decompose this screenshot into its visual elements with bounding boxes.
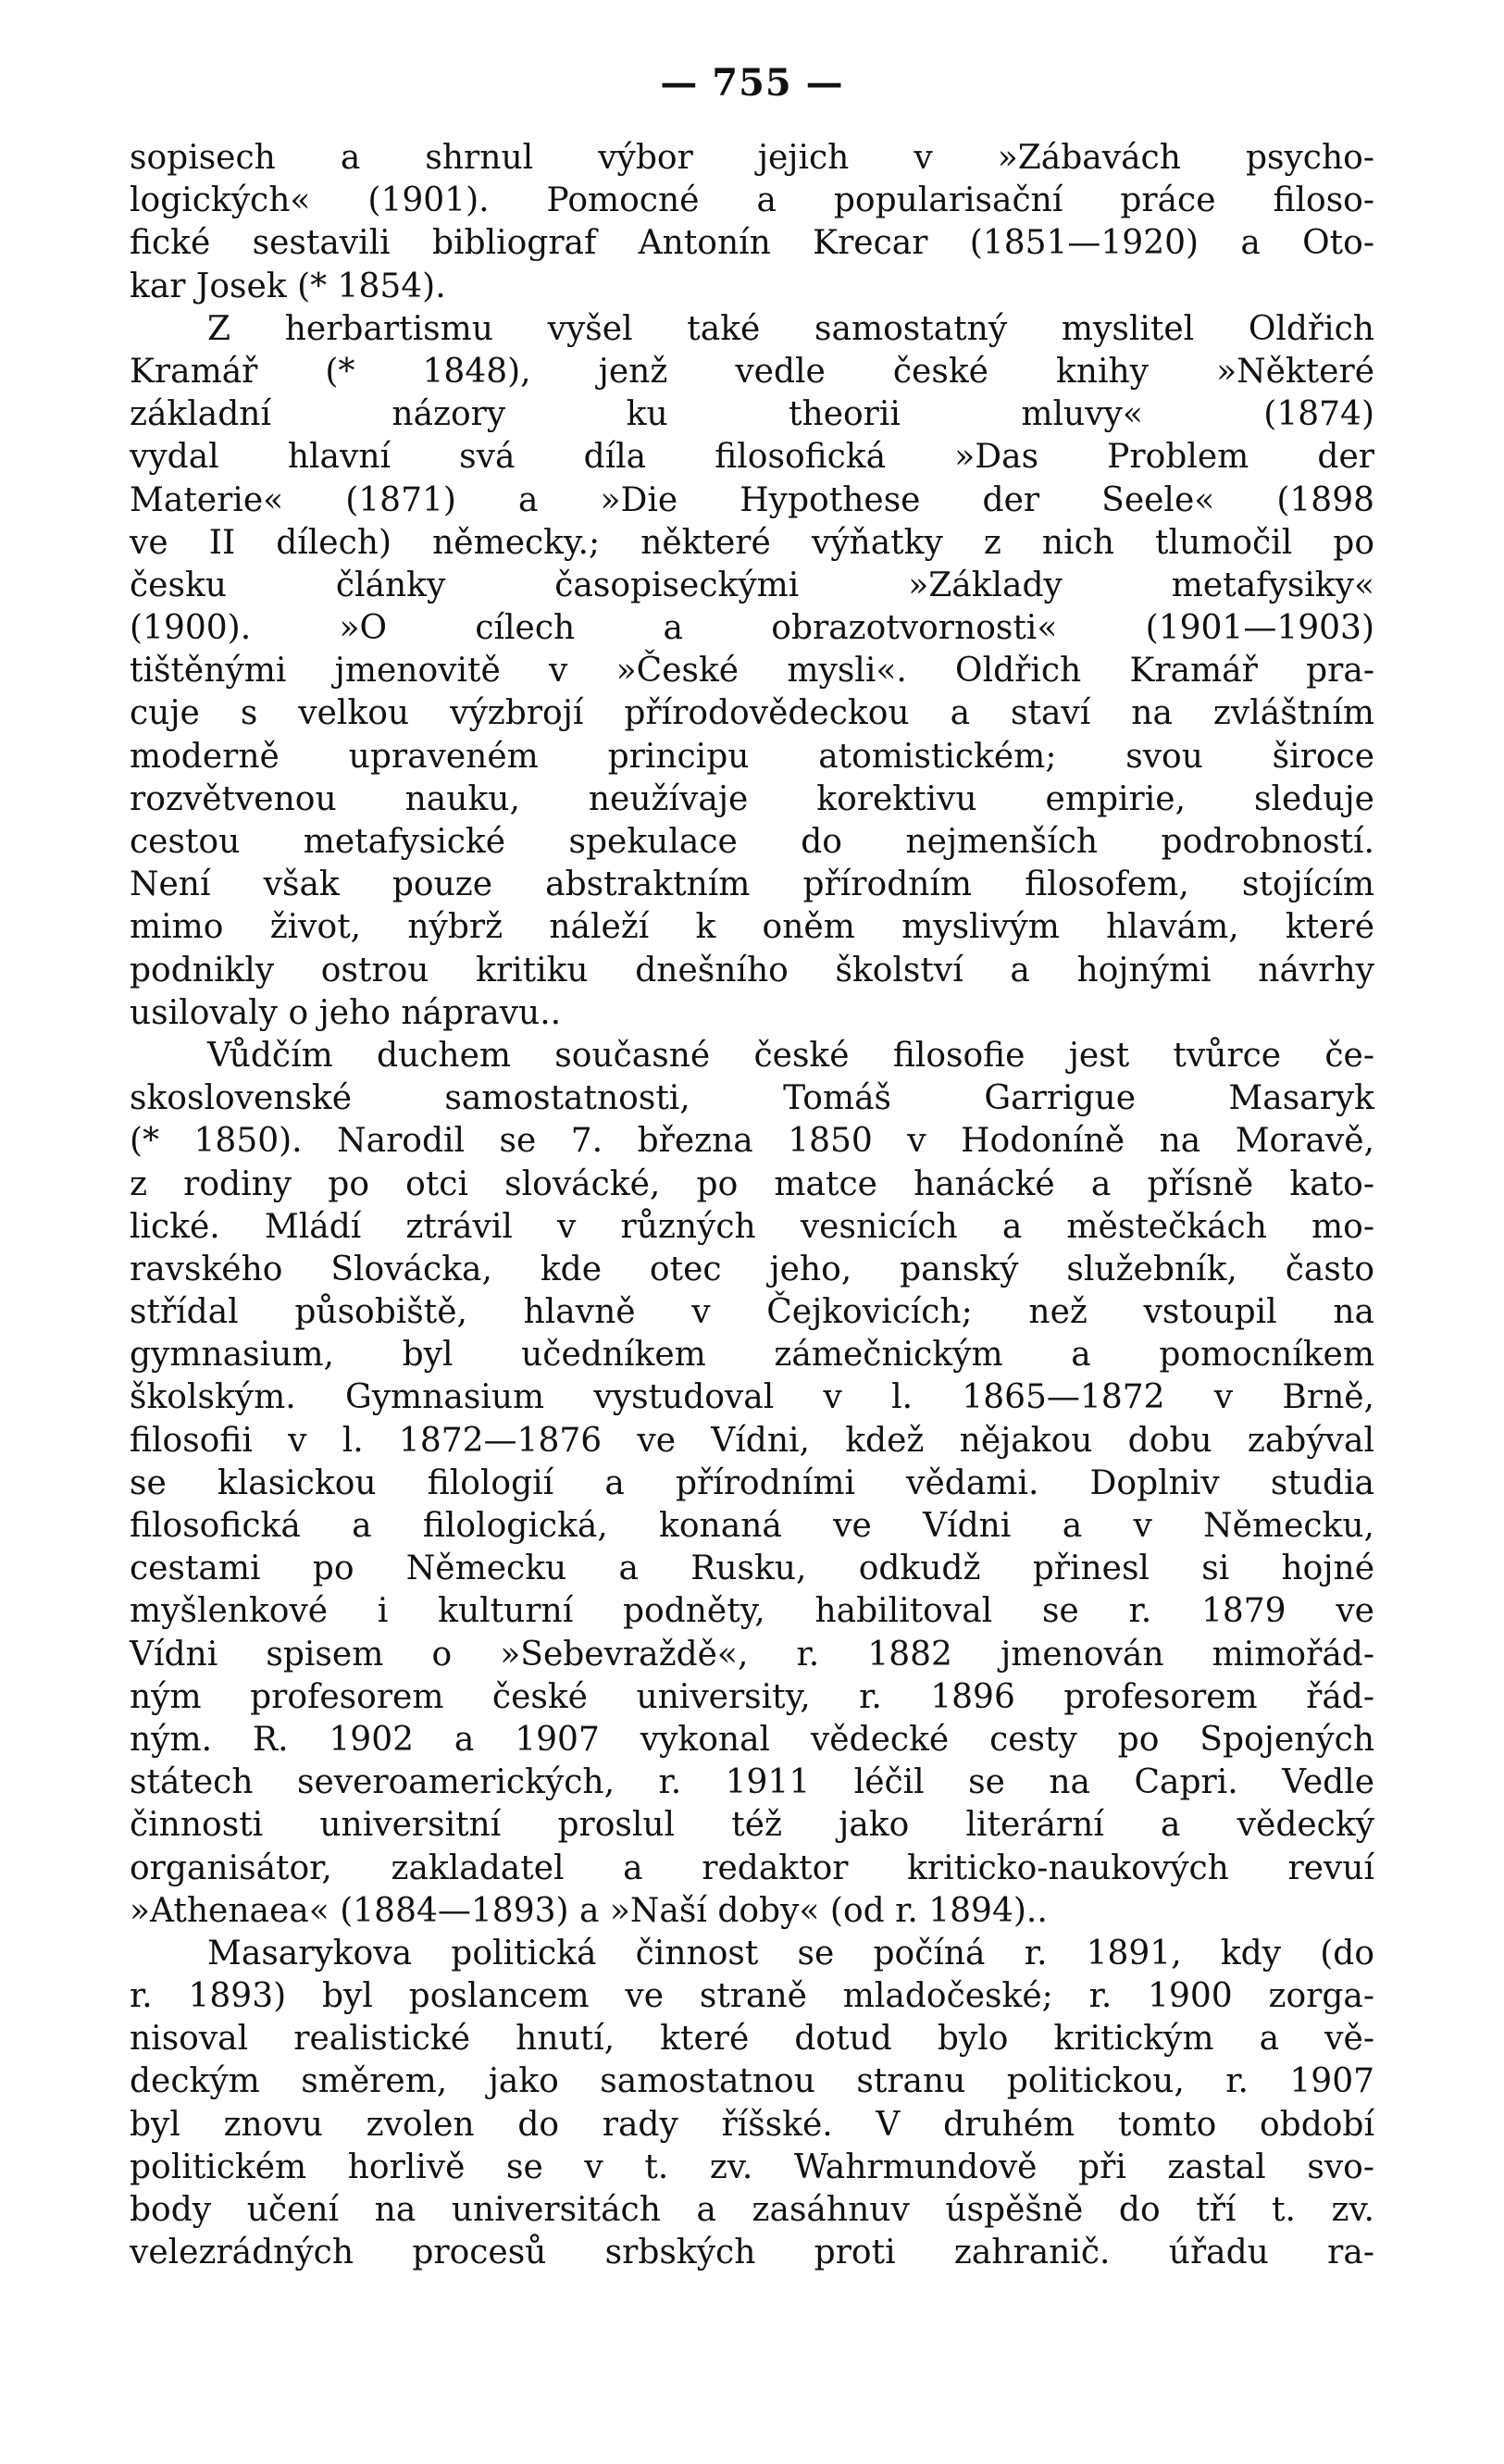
text-line: filosofii v l. 1872—1876 ve Vídni, kdež nějakou dobu zabýval: [130, 1421, 1374, 1460]
text-line: základní názory ku theorii mluvy« (1874): [130, 395, 1374, 434]
text-line: cestou metafysické spekulace do nejmenších podrobností.: [130, 823, 1374, 861]
page-number: — 755 —: [660, 61, 844, 105]
text-line: se klasickou filologií a přírodními vědami. Doplniv studia: [130, 1463, 1374, 1502]
text-line: Materie« (1871) a »Die Hypothese der Seele« (1898: [130, 480, 1374, 519]
text-line: (* 1850). Narodil se 7. března 1850 v Hodoníně na Moravě,: [130, 1122, 1374, 1161]
text-line: skoslovenské samostatnosti, Tomáš Garrigue Masaryk: [130, 1079, 1374, 1118]
body-text: [130, 137, 1374, 2274]
text-line: fické sestavili bibliograf Antonín Krecar (1851—1920) a Oto-: [130, 224, 1374, 263]
text-line: r. 1893) byl poslancem ve straně mladočeské; r. 1900 zorga-: [130, 1977, 1374, 2016]
text-line: (1900). »O cílech a obrazotvornosti« (1901—1903): [130, 609, 1374, 648]
text-line: usilovaly o jeho nápravu..: [130, 993, 562, 1032]
text-line: cestami po Německu a Rusku, odkudž přinesl si hojné: [130, 1549, 1374, 1588]
text-line: byl znovu zvolen do rady říšské. V druhém tomto období: [130, 2105, 1374, 2144]
text-line: státech severoamerických, r. 1911 léčil se na Capri. Vedle: [130, 1763, 1374, 1802]
text-line: mimo život, nýbrž náleží k oněm myslivým hlavám, které: [130, 908, 1374, 947]
text-line: myšlenkové i kulturní podněty, habilitoval se r. 1879 ve: [130, 1592, 1374, 1631]
text-line: Masarykova politická činnost se počíná r. 1891, kdy (do: [207, 1934, 1374, 1972]
text-line: velezrádných procesů srbských proti zahranič. úřadu ra-: [130, 2234, 1374, 2272]
text-line: Vídni spisem o »Sebevraždě«, r. 1882 jmenován mimořád-: [130, 1635, 1374, 1674]
text-line: politickém horlivě se v t. zv. Wahrmundově při zastal svo-: [130, 2147, 1374, 2186]
text-line: školským. Gymnasium vystudoval v l. 1865—1872 v Brně,: [130, 1378, 1374, 1417]
text-line: ným. R. 1902 a 1907 vykonal vědecké cesty po Spojených: [130, 1720, 1374, 1759]
text-line: podnikly ostrou kritiku dnešního školství a hojnými návrhy: [130, 951, 1374, 989]
text-line: filosofická a filologická, konaná ve Vídni a v Německu,: [130, 1507, 1374, 1545]
text-line: »Athenaea« (1884—1893) a »Naší doby« (od r. 1894)..: [130, 1891, 1048, 1930]
text-line: z rodiny po otci slovácké, po matce hanácké a přísně kato-: [130, 1164, 1374, 1203]
text-line: rozvětvenou nauku, neužívaje korektivu empirie, sleduje: [130, 779, 1374, 818]
text-line: body učení na universitách a zasáhnuv úspěšně do tří t. zv.: [130, 2191, 1374, 2229]
text-line: Kramář (* 1848), jenž vedle české knihy »Některé: [130, 352, 1374, 391]
text-line: Vůdčím duchem současné české filosofie jest tvůrce če-: [207, 1036, 1374, 1075]
text-line: organisátor, zakladatel a redaktor kriticko-naukových revuí: [130, 1848, 1374, 1887]
text-line: ve II dílech) německy.; některé výňatky z nich tlumočil po: [130, 523, 1374, 562]
text-line: střídal působiště, hlavně v Čejkovicích; než vstoupil na: [130, 1293, 1374, 1332]
text-line: kar Josek (* 1854).: [130, 267, 446, 305]
text-line: logických« (1901). Pomocné a popularisační práce filoso-: [130, 181, 1374, 220]
text-line: deckým směrem, jako samostatnou stranu politickou, r. 1907: [130, 2062, 1374, 2101]
text-line: Není však pouze abstraktním přírodním filosofem, stojícím: [130, 865, 1374, 904]
text-line: Z herbartismu vyšel také samostatný myslitel Oldřich: [207, 309, 1374, 348]
text-line: tištěnými jmenovitě v »České mysli«. Oldřich Kramář pra-: [130, 652, 1374, 691]
text-line: sopisech a shrnul výbor jejich v »Zábavách psycho-: [130, 139, 1374, 177]
text-line: vydal hlavní svá díla filosofická »Das Problem der: [130, 438, 1374, 477]
text-line: cuje s velkou výzbrojí přírodovědeckou a staví na zvláštním: [130, 694, 1374, 733]
text-line: činnosti universitní proslul též jako literární a vědecký: [130, 1806, 1374, 1845]
text-line: ravského Slovácka, kde otec jeho, panský služebník, často: [130, 1250, 1374, 1288]
text-line: česku články časopiseckými »Základy metafysiky«: [130, 566, 1374, 604]
text-line: nisoval realistické hnutí, které dotud bylo kritickým a vě-: [130, 2020, 1374, 2059]
text-line: ným profesorem české university, r. 1896 profesorem řád-: [130, 1677, 1374, 1716]
text-line: moderně upraveném principu atomistickém; svou široce: [130, 737, 1374, 776]
text-line: lické. Mládí ztrávil v různých vesnicích a městečkách mo-: [130, 1207, 1374, 1246]
text-line: gymnasium, byl učedníkem zámečnickým a pomocníkem: [130, 1336, 1374, 1375]
